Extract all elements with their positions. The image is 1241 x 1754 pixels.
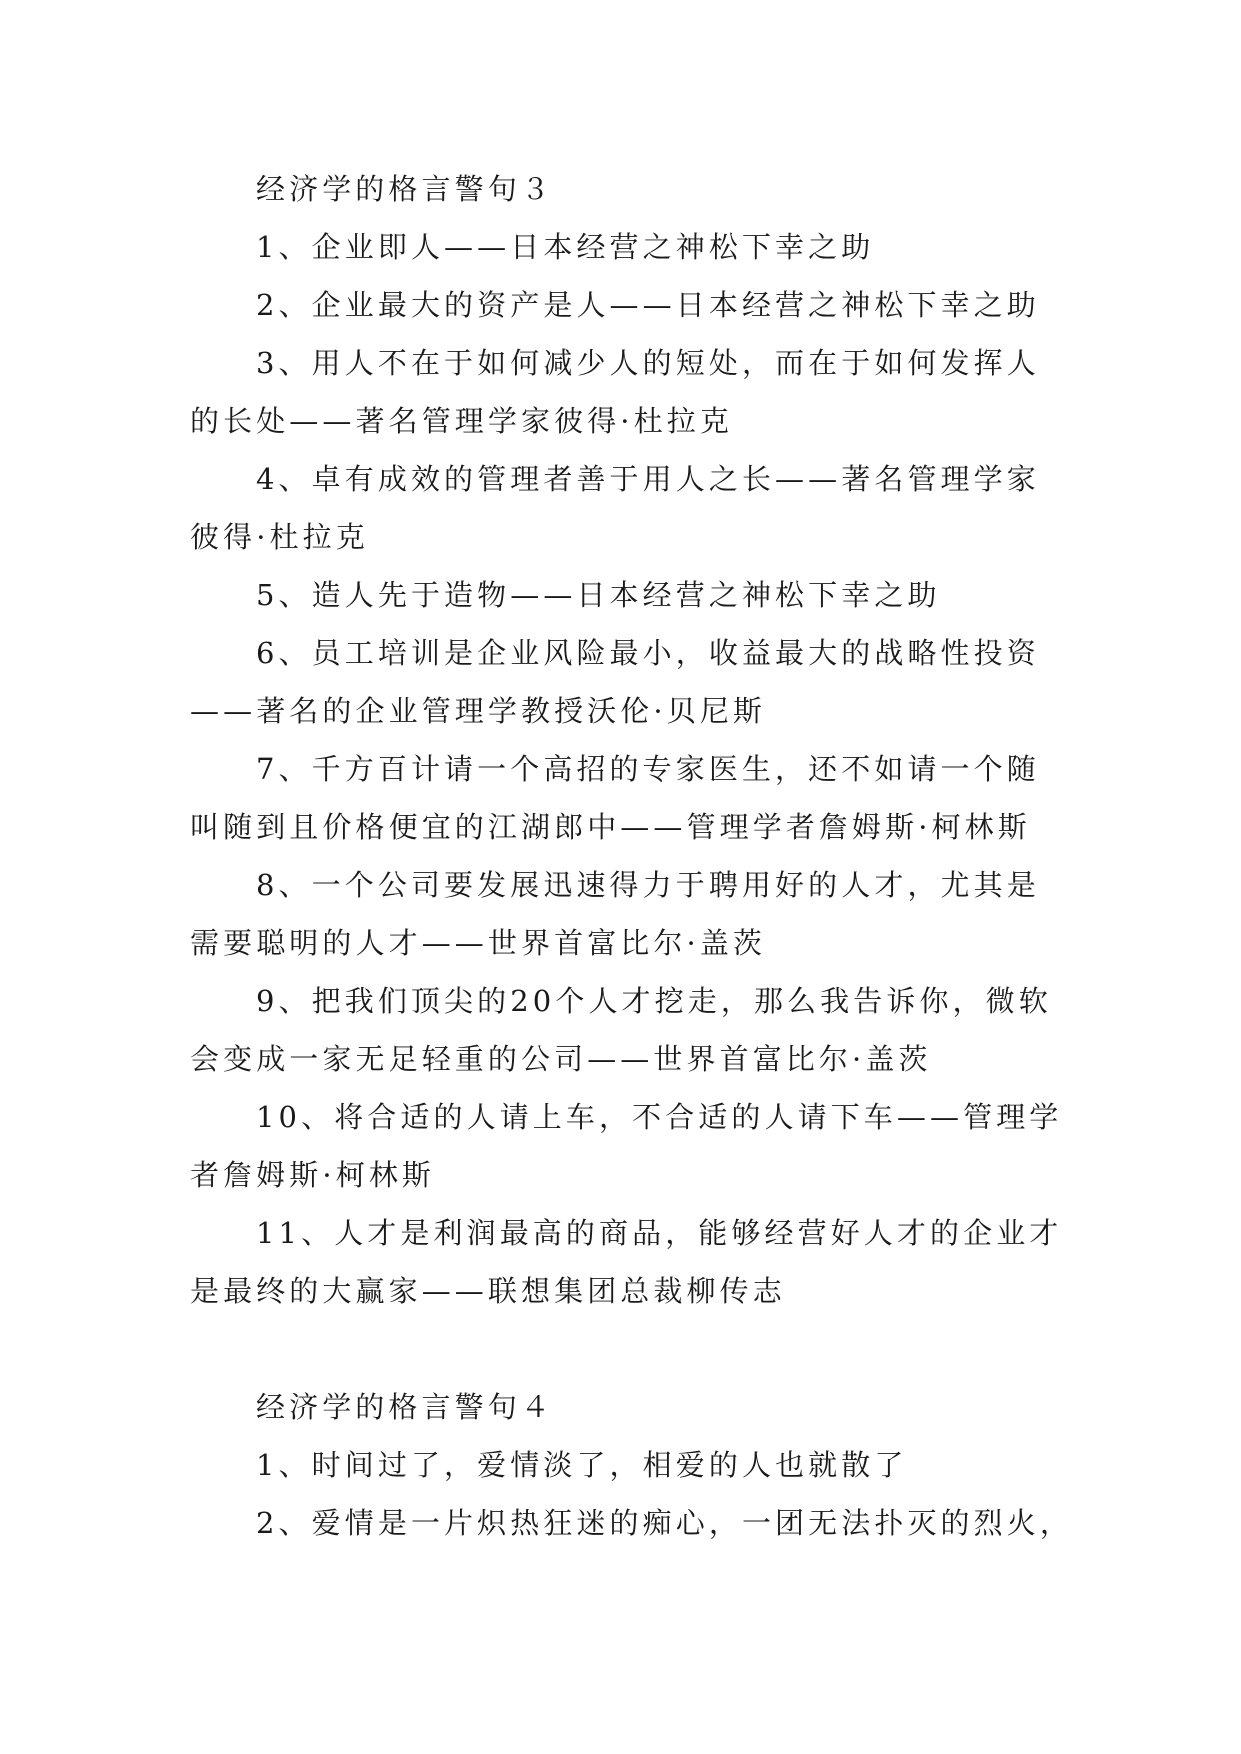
section-quotes-4 [190,1378,1073,1552]
quote-item-3: 3、用人不在于如何减少人的短处，而在于如何发挥人 [256,346,1040,380]
quote-item-7-continuation: 叫随到且价格便宜的江湖郎中——管理学者詹姆斯·柯林斯 [190,810,1031,844]
quote-item-6-continuation: ——著名的企业管理学教授沃伦·贝尼斯 [190,694,767,728]
quote-item-8: 8、一个公司要发展迅速得力于聘用好的人才，尤其是 [256,868,1040,902]
quote-item-1: 1、企业即人——日本经营之神松下幸之助 [256,230,875,264]
quote-item-11: 11、人才是利润最高的商品，能够经营好人才的企业才 [256,1216,1063,1250]
quote-item-5: 5、造人先于造物——日本经营之神松下幸之助 [256,578,941,612]
quote-item-1: 1、时间过了，爱情淡了，相爱的人也就散了 [256,1448,908,1482]
quote-item-3-continuation: 的长处——著名管理学家彼得·杜拉克 [190,404,733,438]
document-body [190,160,1073,1552]
section-heading: 经济学的格言警句４ [256,1390,554,1424]
quote-item-6: 6、员工培训是企业风险最小，收益最大的战略性投资 [256,636,1040,670]
quote-item-7: 7、千方百计请一个高招的专家医生，还不如请一个随 [256,752,1040,786]
quote-item-2: 2、爱情是一片炽热狂迷的痴心，一团无法扑灭的烈火， [256,1506,1073,1540]
quote-item-9: 9、把我们顶尖的20个人才挖走，那么我告诉你，微软 [256,984,1052,1018]
quote-item-10-continuation: 者詹姆斯·柯林斯 [190,1158,436,1192]
quote-item-2: 2、企业最大的资产是人——日本经营之神松下幸之助 [256,288,1040,322]
quote-item-11-continuation: 是最终的大赢家——联想集团总裁柳传志 [190,1274,786,1308]
section-quotes-3 [190,160,1063,1320]
quote-item-9-continuation: 会变成一家无足轻重的公司——世界首富比尔·盖茨 [190,1042,932,1076]
quote-item-8-continuation: 需要聪明的人才——世界首富比尔·盖茨 [190,926,767,960]
quote-item-4-continuation: 彼得·杜拉克 [190,520,369,554]
quote-item-4: 4、卓有成效的管理者善于用人之长——著名管理学家 [256,462,1040,496]
quote-item-10: 10、将合适的人请上车，不合适的人请下车——管理学 [256,1100,1063,1134]
section-spacer [190,1320,1050,1378]
section-heading: 经济学的格言警句３ [256,172,554,206]
